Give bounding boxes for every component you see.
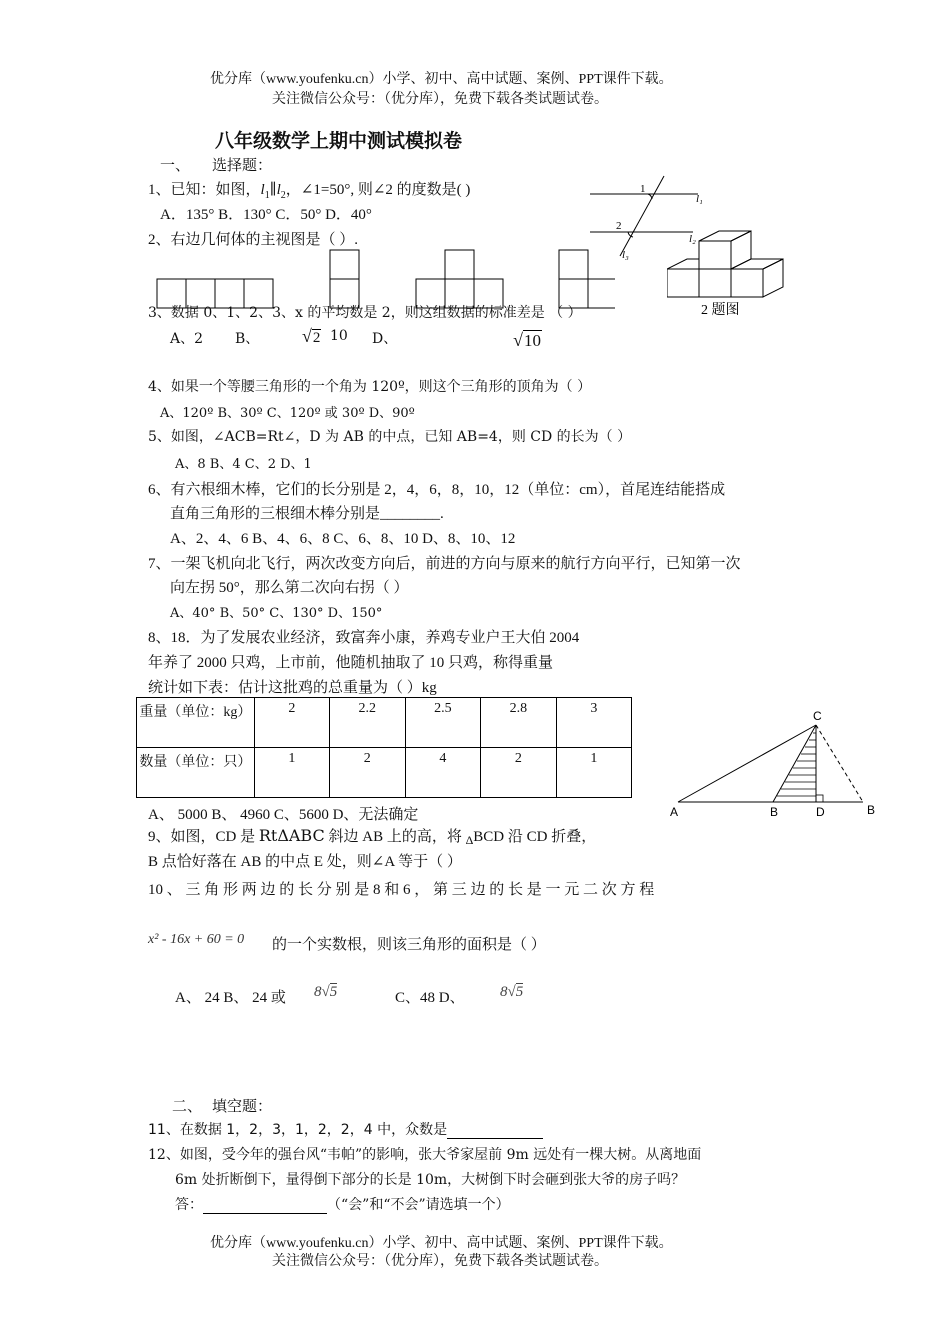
section-2-number: 二、 [172, 1099, 203, 1115]
q2-solid-figure [667, 226, 792, 321]
section-1-label: 选择题： [212, 158, 273, 174]
q2-text: 2、右边几何体的主视图是（ ）. [148, 232, 359, 248]
q6-options: A、2、4、6 B、4、6、8 C、6、8、10 D、8、10、12 [170, 531, 516, 547]
table-row-label: 数量（单位：只） [137, 748, 255, 798]
q6-line-1: 6、有六根细木棒，它们的长分别是 2，4，6，8，10，12（单位：cm），首尾连结能搭成 [148, 482, 726, 498]
label-l1: l₁ [696, 193, 703, 205]
q10-sqrt-b [314, 984, 337, 1001]
q1-options: A．135° B．130° C．50° D．40° [160, 207, 372, 223]
table-cell: 2 [481, 748, 557, 798]
q10-line-1: 10 、 三 角 形 两 边 的 长 分 别 是 8 和 6 ， 第 三 边 的 长 是 一 元 二 次 方 程 [148, 882, 655, 898]
q12-line-1: 12、如图，受今年的强台风“韦帕”的影响，张大爷家屋前 9m 远处有一棵大树。从离地面 [148, 1147, 702, 1163]
table-cell: 1 [556, 748, 631, 798]
q5-options: A、8 B、4 C、2 D、1 [175, 457, 312, 472]
q3-sqrt-b [302, 326, 321, 347]
header-line-2: 关注微信公众号：（优分库），免费下载各类试题试卷。 [272, 92, 608, 107]
q12-answer [175, 1194, 510, 1214]
q9-line-1 [148, 825, 596, 848]
q9-triangle-figure [668, 705, 888, 820]
q12-line-2: 6m 处折断倒下，量得倒下部分的长是 10m，大树倒下时会砸到张大爷的房子吗？ [175, 1172, 686, 1188]
q10-line-2: 的一个实数根，则该三角形的面积是（ ） [272, 937, 546, 953]
q3-option-c: 10 [330, 328, 348, 344]
label-b: B [867, 803, 876, 817]
q10-option-ab: A、 24 B、 24 或 [175, 990, 286, 1006]
header-line-1: 优分库（www.youfenku.cn）小学、初中、高中试题、案例、PPT课件下载。 [210, 72, 673, 87]
view-b [330, 250, 359, 308]
section-1-number: 一、 [160, 158, 191, 174]
q9-line-2: B 点恰好落在 AB 的中点 E 处，则∠A 等于（ ） [148, 854, 462, 870]
q1-l1-sub: 1 [264, 190, 270, 201]
q8-line-1: 8、18．为了发展农业经济，致富奔小康，养鸡专业户王大伯 2004 [148, 630, 580, 646]
q4-options: A、120º B、30º C、120º 或 30º D、90º [160, 406, 415, 421]
q10-equation: x² - 16x + 60 = 0 [148, 932, 245, 947]
table-cell: 4 [405, 748, 481, 798]
right-angle-mark [816, 795, 823, 802]
section-2-label: 填空题： [212, 1099, 273, 1115]
side-ac [678, 725, 816, 802]
table-row [137, 698, 632, 748]
hatch-lines [777, 733, 816, 796]
q9-part-b: 斜边 AB 上的高，将 [324, 829, 466, 845]
q8-line-2: 年养了 2000 只鸡，上市前，他随机抽取了 10 只鸡，称得重量 [148, 655, 554, 671]
q7-options: A、40° B、50° C、130° D、150° [170, 606, 383, 621]
table-cell: 2 [254, 698, 329, 748]
table-row [137, 748, 632, 798]
q9-part-c: BCD 沿 CD 折叠， [473, 829, 597, 845]
q4-text: 4、如果一个等腰三角形的一个角为 120º，则这个三角形的顶角为（ ） [148, 379, 592, 395]
q10-sqrt-b-coef: 8 [314, 984, 322, 1000]
q9-part-a: 9、如图，CD 是 [148, 829, 259, 845]
label-angle-1: 1 [640, 183, 646, 195]
label-e: B [770, 805, 779, 819]
q3-option-b: B、 [235, 331, 260, 347]
q1-rest: ，∠1=50°, 则∠2 的度数是( ) [285, 182, 471, 198]
q10-sqrt-b-val: 5 [329, 984, 338, 1000]
view-c [416, 250, 503, 308]
q12-answer-suffix: （“会”和“不会”请选填一个） [327, 1197, 510, 1213]
q1-l2: l [276, 182, 281, 198]
q1-text [148, 178, 470, 201]
q5-text: 5、如图，∠ACB=Rt∠，D 为 AB 的中点，已知 AB=4，则 CD 的长为（ ） [148, 429, 632, 445]
q11-answer-blank[interactable] [447, 1122, 543, 1139]
label-l2: l₂ [689, 233, 696, 245]
table-cell: 1 [254, 748, 329, 798]
label-angle-2: 2 [616, 220, 622, 232]
q8-options: A、 5000 B、 4960 C、5600 D、无法确定 [148, 807, 419, 823]
q10-sqrt-d [500, 984, 523, 1001]
q1-prefix: 1、已知：如图， [148, 182, 261, 198]
q1-parallel: ∥ [269, 182, 277, 198]
label-l3: l₃ [622, 249, 629, 261]
q1-l2-sub: 2 [280, 190, 286, 201]
view-d [559, 250, 615, 308]
q3-sqrt-d-value: 10 [524, 331, 542, 350]
q10-option-cd: C、48 D、 [395, 990, 465, 1006]
q3-option-d: D、 [372, 331, 398, 347]
q12-answer-prefix: 答： [175, 1197, 203, 1213]
angle-1-arc [648, 194, 652, 199]
q6-line-2: 直角三角形的三根细木棒分别是________. [170, 506, 444, 522]
sqrt-sign-icon: √ [302, 326, 312, 346]
q8-weight-table [136, 697, 632, 798]
q12-answer-blank[interactable] [203, 1197, 327, 1214]
sqrt-sign-icon: √ [513, 330, 524, 350]
footer-line-2: 关注微信公众号：（优分库），免费下载各类试题试卷。 [272, 1254, 608, 1269]
q9-delta: Δ [465, 833, 474, 847]
q7-line-2: 向左拐 50°，那么第二次向右拐（ ） [170, 580, 409, 596]
q10-sqrt-d-coef: 8 [500, 984, 508, 1000]
q11-text [148, 1119, 543, 1139]
q1-l1: l [260, 182, 265, 198]
sqrt-sign-icon: √ [321, 984, 330, 1000]
sqrt-sign-icon: √ [507, 984, 516, 1000]
q3-text: 3、数据 0、1、2、3、x 的平均数是 2，则这组数据的标准差是 （ ） [148, 305, 582, 321]
label-c: C [813, 709, 822, 723]
table-cell: 2.2 [329, 698, 405, 748]
footer-line-1: 优分库（www.youfenku.cn）小学、初中、高中试题、案例、PPT课件下载。 [210, 1236, 673, 1251]
q3-sqrt-b-value: 2 [312, 330, 321, 346]
q8-line-3: 统计如下表：估计这批鸡的总重量为（ ）kg [148, 680, 437, 696]
q3-sqrt-d [513, 330, 542, 351]
label-a: A [670, 805, 679, 819]
page-title: 八年级数学上期中测试模拟卷 [215, 131, 463, 152]
q9-rt-triangle: RtΔABC [258, 826, 325, 845]
side-cb-dashed [816, 725, 863, 802]
table-cell: 3 [556, 698, 631, 748]
q11-question: 11、在数据 1，2，3，1，2，2，4 中，众数是 [148, 1122, 448, 1138]
q7-line-1: 7、一架飞机向北飞行，两次改变方向后，前进的方向与原来的航行方向平行，已知第一次 [148, 556, 741, 572]
table-row-label: 重量（单位：kg） [137, 698, 255, 748]
q10-sqrt-d-val: 5 [515, 984, 524, 1000]
q2-figure-caption: 2 题图 [701, 303, 740, 318]
table-cell: 2 [329, 748, 405, 798]
q3-option-a: A、2 [170, 331, 204, 347]
label-d: D [816, 805, 825, 819]
table-cell: 2.5 [405, 698, 481, 748]
table-cell: 2.8 [481, 698, 557, 748]
